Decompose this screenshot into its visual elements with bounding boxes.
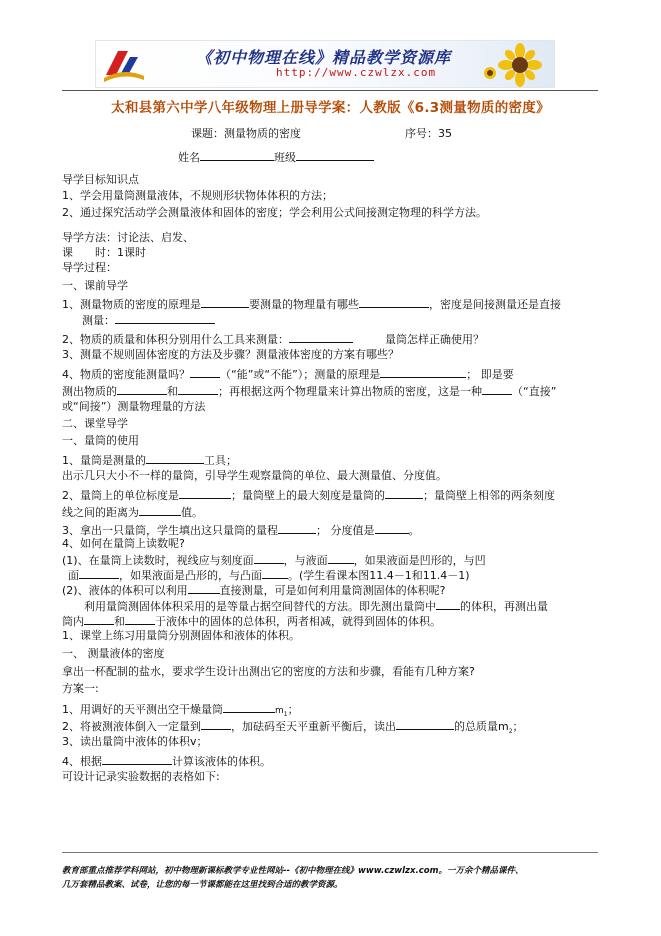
step-line: 可设计记录实验数据的表格如下: (62, 770, 220, 783)
question-line: 3、测量不规则固体密度的方法及步骤？测量液体密度的方案有哪些？ (62, 348, 399, 361)
hours-line (62, 246, 146, 259)
p5-text: ，如果液面是凹形的，与凹 (353, 554, 486, 567)
hours-text: 时：1课时 (95, 246, 146, 259)
sunflower-icon (480, 43, 550, 87)
text-line (84, 598, 548, 613)
text-line: 1、课堂上练习用量筒分别测固体和液体的体积。 (62, 629, 300, 642)
text-line (62, 504, 203, 519)
q4-blank[interactable] (190, 366, 220, 378)
serial-value: 35 (438, 127, 452, 140)
text-line (62, 613, 441, 628)
s2-text: 的总质量m (454, 720, 509, 733)
footer-line: 教育部重点推荐学科网站，初中物理新课标教学专业性网站--《初中物理在线》www.czwlzx.com。一万余个精品课件、 (62, 866, 524, 876)
q4-text: （“直接” (512, 385, 557, 398)
p1-blank[interactable] (146, 452, 204, 464)
text-line (62, 582, 445, 597)
p5-text: ，如果液面是凸形的，与凸面 (119, 569, 262, 582)
s2-subscript: 2 (508, 728, 513, 736)
p2-text: 值。 (181, 506, 203, 519)
s1-text: m (275, 706, 284, 716)
p1-text: 工具； (204, 454, 237, 467)
q4-text: ； 即是要 (466, 368, 514, 381)
p7-blank[interactable] (125, 613, 155, 625)
p5-blank[interactable] (254, 552, 284, 564)
question-line (62, 383, 556, 398)
p3-text: 3、拿出一只量筒，学生填出这只量筒的量程 (62, 524, 278, 537)
section-heading: 一、课前导学 (62, 279, 128, 292)
section-heading: 二、课堂导学 (62, 417, 128, 430)
question-line (82, 312, 215, 327)
q2-text: 2、物质的质量和体积分别用什么工具来测量： (62, 333, 289, 346)
q4-blank[interactable] (178, 383, 218, 395)
p5-text: ，与液面 (283, 554, 328, 567)
site-banner (95, 40, 555, 88)
footer-rule (62, 852, 598, 853)
p5-blank[interactable] (79, 567, 119, 579)
s2-blank[interactable] (201, 718, 231, 730)
p5-blank[interactable] (262, 567, 288, 579)
topic-label: 课题： (191, 127, 224, 140)
p5-text: 。(学生看课本图11.4－1和11.4－1) (288, 569, 470, 582)
site-logo-icon (102, 45, 146, 83)
q4-blank[interactable] (380, 366, 466, 378)
p7-text: 的体积，再测出量 (460, 600, 548, 613)
text-line: 4、如何在量筒上读数呢? (62, 537, 185, 550)
p3-blank[interactable] (375, 522, 409, 534)
p2-text: ；量筒壁上的最大刻度是量筒的 (231, 489, 385, 502)
q2-text: 量筒怎样正确使用？ (385, 333, 484, 346)
banner-title: 《初中物理在线》精品教学资源库 (196, 48, 452, 67)
text-line (62, 522, 420, 537)
s4-text: 计算该液体的体积。 (172, 755, 271, 768)
p7-blank[interactable] (84, 613, 114, 625)
p3-blank[interactable] (278, 522, 316, 534)
q1-text: 1、测量物质的密度的原理是 (62, 298, 201, 311)
serial-row (405, 127, 452, 140)
question-line (62, 296, 561, 311)
q1-text: 要测量的物理量有哪些 (249, 298, 359, 311)
s4-blank[interactable] (102, 753, 172, 765)
q1-text: 测量： (82, 314, 115, 327)
question-line (62, 331, 484, 346)
p3-text: 。 (408, 524, 420, 537)
p7-text: 于液体中的固体的总体积，两者相减，就得到固体的体积。 (155, 615, 441, 628)
name-label: 姓名 (178, 151, 200, 164)
p7-text: 利用量筒测固体体积采用的是等量占据空间替代的方法。即先测出量筒中 (84, 600, 436, 613)
p6-text: 直接测量，可是如何利用量筒测固体的体积呢? (219, 584, 446, 597)
question-line: 或“间接”）测量物理量的方法 (62, 400, 206, 413)
q1-blank[interactable] (201, 296, 249, 308)
banner-url[interactable]: http://www.czwlzx.com (276, 66, 437, 79)
p2-blank[interactable] (139, 504, 181, 516)
text-line: 出示几只大小不一样的量筒，引导学生观察量筒的单位、最大测量值、分度值。 (62, 469, 447, 482)
name-class-row (178, 149, 374, 164)
subsection-heading: 一、 测量液体的密度 (62, 647, 165, 660)
s4-text: 4、根据 (62, 755, 102, 768)
q4-text: ；再根据这两个物理量来计算出物质的密度，这是一种 (218, 385, 482, 398)
p2-text: 2、量筒上的单位标度是 (62, 489, 179, 502)
s1-text: ； (287, 703, 299, 716)
p2-text: ；量筒壁上相邻的两条刻度 (423, 489, 555, 502)
s1-blank[interactable] (223, 701, 275, 713)
goals-heading: 导学目标知识点 (62, 173, 139, 186)
s2-text: ，加砝码至天平重新平衡后，读出 (231, 720, 396, 733)
s2-blank[interactable] (396, 718, 454, 730)
text-line: 拿出一杯配制的盐水，要求学生设计出测出它的密度的方法和步骤，看能有几种方案? (62, 665, 475, 678)
text-line (68, 567, 470, 582)
topic-row (191, 127, 301, 140)
class-blank[interactable] (296, 149, 374, 161)
method-line: 导学方法：讨论法、启发、 (62, 231, 194, 244)
text-line (62, 487, 555, 502)
document-title: 太和县第六中学八年级物理上册导学案：人教版《6.3测量物质的密度》 (111, 100, 550, 116)
s2-text: 2、将被测液体倒入一定量到 (62, 720, 201, 733)
goal-item: 1、学会用量筒测量液体，不规则形状物体体积的方法； (62, 189, 333, 202)
q1-blank[interactable] (359, 296, 429, 308)
class-label: 班级 (274, 151, 296, 164)
q4-text: 4、物质的密度能测量吗？ (62, 368, 190, 381)
q4-text: 测出物质的 (62, 385, 117, 398)
subsection-heading: 一、量筒的使用 (62, 434, 139, 447)
q4-blank[interactable] (117, 383, 167, 395)
q1-text: ，密度是间接测量还是直接 (429, 298, 561, 311)
p5-blank[interactable] (328, 552, 354, 564)
serial-label: 序号： (405, 127, 438, 140)
process-label: 导学过程： (62, 261, 117, 274)
p1-text: 1、量筒是测量的 (62, 454, 146, 467)
question-line (62, 366, 514, 381)
footer-line: 几万套精品教案、试卷，让您的每一节课都能在这里找到合适的教学资源。 (62, 880, 343, 890)
p7-blank[interactable] (436, 598, 460, 610)
p7-text: 和 (114, 615, 125, 628)
p5-text: (1)、在量筒上读数时，视线应与刻度面 (62, 554, 254, 567)
topic-value: 测量物质的密度 (224, 127, 301, 140)
step-line: 3、读出量筒中液体的体积v； (62, 735, 208, 748)
s1-text: 1、用调好的天平测出空干燥量筒 (62, 703, 223, 716)
name-blank[interactable] (200, 149, 274, 161)
p3-text: ； 分度值是 (316, 524, 375, 537)
s1-subscript: 1 (283, 711, 288, 719)
q2-blank[interactable] (289, 331, 353, 343)
goal-item: 2、通过探究活动学会测量液体和固体的密度；学会利用公式间接测定物理的科学方法。 (62, 206, 487, 219)
p7-text: 筒内 (62, 615, 84, 628)
p2-blank[interactable] (179, 487, 231, 499)
p2-text: 线之间的距离为 (62, 506, 139, 519)
text-line (62, 552, 486, 567)
s2-text: ； (512, 720, 524, 733)
header-rule (62, 90, 598, 91)
plan-label: 方案一: (62, 682, 99, 695)
text-line (62, 452, 237, 467)
q4-text: 和 (167, 385, 178, 398)
q4-text: （“能”或“不能”）；测量的原理是 (220, 368, 381, 381)
q1-blank[interactable] (115, 312, 215, 324)
p6-blank[interactable] (188, 582, 220, 594)
hours-prefix: 课 (62, 246, 73, 259)
q4-blank[interactable] (482, 383, 512, 395)
p5-text: 面 (68, 569, 79, 582)
step-line (62, 753, 271, 768)
p2-blank[interactable] (385, 487, 423, 499)
p6-text: (2)、液体的体积可以利用 (62, 584, 188, 597)
